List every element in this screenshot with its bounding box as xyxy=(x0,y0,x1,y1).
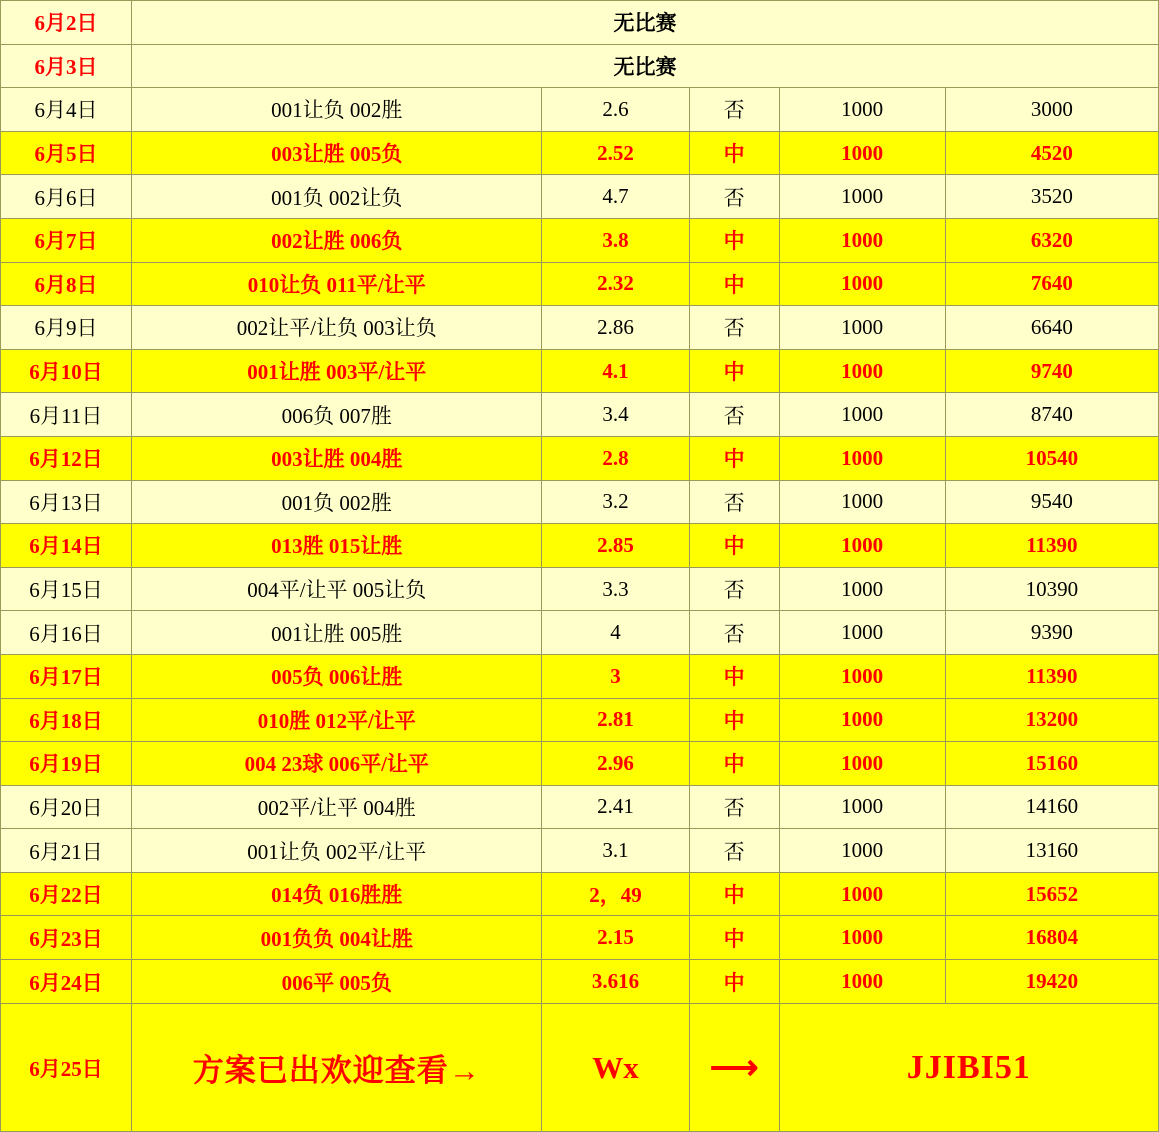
cell-pick: 001让胜 003平/让平 xyxy=(132,349,542,393)
cell-pick: 004 23球 006平/让平 xyxy=(132,742,542,786)
cell-hit: 否 xyxy=(689,306,779,350)
cell-odds: 2.15 xyxy=(542,916,689,960)
cell-stake: 1000 xyxy=(779,131,945,175)
cell-profit: 13160 xyxy=(945,829,1158,873)
cell-hit: 中 xyxy=(689,218,779,262)
table-row xyxy=(1,306,1159,350)
table-row xyxy=(1,349,1159,393)
cell-stake: 1000 xyxy=(779,742,945,786)
cell-pick: 005负 006让胜 xyxy=(132,654,542,698)
cell-hit: 中 xyxy=(689,131,779,175)
cell-stake: 1000 xyxy=(779,262,945,306)
cell-pick: 004平/让平 005让负 xyxy=(132,567,542,611)
cell-stake: 1000 xyxy=(779,611,945,655)
cell-profit: 10540 xyxy=(945,436,1158,480)
cell-date: 6月16日 xyxy=(1,611,132,655)
cell-hit: 否 xyxy=(689,88,779,132)
cell-profit: 13200 xyxy=(945,698,1158,742)
cell-date: 6月13日 xyxy=(1,480,132,524)
table-row xyxy=(1,654,1159,698)
cell-stake: 1000 xyxy=(779,524,945,568)
cell-date: 6月14日 xyxy=(1,524,132,568)
cell-pick: 003让胜 004胜 xyxy=(132,436,542,480)
table-row xyxy=(1,88,1159,132)
promo-message: 方案已出欢迎查看→ xyxy=(132,1004,542,1132)
cell-hit: 中 xyxy=(689,654,779,698)
cell-stake: 1000 xyxy=(779,698,945,742)
table-row xyxy=(1,262,1159,306)
table-row xyxy=(1,218,1159,262)
cell-pick: 001负 002胜 xyxy=(132,480,542,524)
cell-odds: 2，49 xyxy=(542,872,689,916)
cell-stake: 1000 xyxy=(779,654,945,698)
cell-profit: 9540 xyxy=(945,480,1158,524)
cell-stake: 1000 xyxy=(779,218,945,262)
cell-hit: 否 xyxy=(689,785,779,829)
cell-hit: 中 xyxy=(689,742,779,786)
cell-date: 6月3日 xyxy=(1,44,132,88)
cell-profit: 11390 xyxy=(945,654,1158,698)
cell-odds: 4 xyxy=(542,611,689,655)
cell-stake: 1000 xyxy=(779,88,945,132)
cell-stake: 1000 xyxy=(779,175,945,219)
cell-pick: 001让胜 005胜 xyxy=(132,611,542,655)
table-row xyxy=(1,916,1159,960)
cell-pick: 010让负 011平/让平 xyxy=(132,262,542,306)
table-row xyxy=(1,480,1159,524)
cell-profit: 6640 xyxy=(945,306,1158,350)
table-row xyxy=(1,1,1159,45)
cell-pick: 006负 007胜 xyxy=(132,393,542,437)
table-row xyxy=(1,436,1159,480)
cell-pick: 001负 002让负 xyxy=(132,175,542,219)
table-row xyxy=(1,131,1159,175)
table-row xyxy=(1,611,1159,655)
cell-date: 6月10日 xyxy=(1,349,132,393)
cell-odds: 3.8 xyxy=(542,218,689,262)
cell-odds: 2.85 xyxy=(542,524,689,568)
cell-profit: 11390 xyxy=(945,524,1158,568)
cell-hit: 否 xyxy=(689,393,779,437)
cell-odds: 2.96 xyxy=(542,742,689,786)
cell-date: 6月17日 xyxy=(1,654,132,698)
cell-pick: 006平 005负 xyxy=(132,960,542,1004)
cell-date: 6月11日 xyxy=(1,393,132,437)
cell-hit: 否 xyxy=(689,829,779,873)
cell-stake: 1000 xyxy=(779,872,945,916)
cell-stake: 1000 xyxy=(779,829,945,873)
table-row xyxy=(1,698,1159,742)
cell-hit: 中 xyxy=(689,872,779,916)
table-row xyxy=(1,829,1159,873)
cell-odds: 3.4 xyxy=(542,393,689,437)
cell-pick: 014负 016胜胜 xyxy=(132,872,542,916)
cell-hit: 否 xyxy=(689,480,779,524)
cell-date: 6月9日 xyxy=(1,306,132,350)
cell-date: 6月20日 xyxy=(1,785,132,829)
cell-no-match: 无比赛 xyxy=(132,44,1159,88)
cell-odds: 3 xyxy=(542,654,689,698)
cell-pick: 002平/让平 004胜 xyxy=(132,785,542,829)
cell-profit: 3520 xyxy=(945,175,1158,219)
cell-date: 6月23日 xyxy=(1,916,132,960)
promo-wx-id[interactable]: JJIBI51 xyxy=(779,1004,1158,1132)
cell-profit: 7640 xyxy=(945,262,1158,306)
table-row xyxy=(1,524,1159,568)
cell-hit: 中 xyxy=(689,916,779,960)
cell-profit: 16804 xyxy=(945,916,1158,960)
cell-profit: 6320 xyxy=(945,218,1158,262)
cell-hit: 中 xyxy=(689,960,779,1004)
cell-odds: 3.1 xyxy=(542,829,689,873)
table-row xyxy=(1,175,1159,219)
cell-hit: 中 xyxy=(689,262,779,306)
cell-profit: 10390 xyxy=(945,567,1158,611)
cell-hit: 中 xyxy=(689,698,779,742)
cell-pick: 002让胜 006负 xyxy=(132,218,542,262)
cell-date: 6月19日 xyxy=(1,742,132,786)
cell-odds: 3.616 xyxy=(542,960,689,1004)
table-row xyxy=(1,872,1159,916)
cell-profit: 4520 xyxy=(945,131,1158,175)
table-row xyxy=(1,393,1159,437)
cell-date: 6月12日 xyxy=(1,436,132,480)
cell-profit: 15652 xyxy=(945,872,1158,916)
cell-hit: 否 xyxy=(689,567,779,611)
table-row xyxy=(1,567,1159,611)
cell-date: 6月15日 xyxy=(1,567,132,611)
cell-date: 6月8日 xyxy=(1,262,132,306)
cell-no-match: 无比赛 xyxy=(132,1,1159,45)
cell-hit: 中 xyxy=(689,524,779,568)
cell-pick: 003让胜 005负 xyxy=(132,131,542,175)
table-row xyxy=(1,785,1159,829)
cell-hit: 否 xyxy=(689,175,779,219)
cell-profit: 19420 xyxy=(945,960,1158,1004)
cell-profit: 15160 xyxy=(945,742,1158,786)
cell-odds: 2.86 xyxy=(542,306,689,350)
cell-odds: 4.1 xyxy=(542,349,689,393)
cell-date: 6月2日 xyxy=(1,1,132,45)
cell-date: 6月5日 xyxy=(1,131,132,175)
table-row xyxy=(1,960,1159,1004)
cell-stake: 1000 xyxy=(779,567,945,611)
cell-profit: 14160 xyxy=(945,785,1158,829)
table-row xyxy=(1,742,1159,786)
cell-stake: 1000 xyxy=(779,393,945,437)
cell-stake: 1000 xyxy=(779,306,945,350)
promo-row xyxy=(1,1004,1159,1132)
cell-stake: 1000 xyxy=(779,785,945,829)
cell-date: 6月24日 xyxy=(1,960,132,1004)
cell-hit: 中 xyxy=(689,349,779,393)
cell-pick: 001让负 002平/让平 xyxy=(132,829,542,873)
cell-pick: 001负负 004让胜 xyxy=(132,916,542,960)
cell-date: 6月6日 xyxy=(1,175,132,219)
promo-date: 6月25日 xyxy=(1,1004,132,1132)
cell-date: 6月18日 xyxy=(1,698,132,742)
cell-profit: 8740 xyxy=(945,393,1158,437)
cell-odds: 2.6 xyxy=(542,88,689,132)
cell-date: 6月7日 xyxy=(1,218,132,262)
cell-stake: 1000 xyxy=(779,349,945,393)
cell-profit: 3000 xyxy=(945,88,1158,132)
cell-profit: 9390 xyxy=(945,611,1158,655)
cell-hit: 否 xyxy=(689,611,779,655)
cell-stake: 1000 xyxy=(779,436,945,480)
cell-pick: 001让负 002胜 xyxy=(132,88,542,132)
cell-profit: 9740 xyxy=(945,349,1158,393)
cell-odds: 2.41 xyxy=(542,785,689,829)
cell-hit: 中 xyxy=(689,436,779,480)
cell-odds: 2.52 xyxy=(542,131,689,175)
arrow-right-icon: ⟶ xyxy=(689,1004,779,1132)
cell-odds: 2.32 xyxy=(542,262,689,306)
table-row xyxy=(1,44,1159,88)
cell-pick: 002让平/让负 003让负 xyxy=(132,306,542,350)
table-body xyxy=(1,1,1159,1132)
cell-pick: 010胜 012平/让平 xyxy=(132,698,542,742)
cell-stake: 1000 xyxy=(779,960,945,1004)
cell-odds: 3.2 xyxy=(542,480,689,524)
cell-odds: 4.7 xyxy=(542,175,689,219)
cell-date: 6月4日 xyxy=(1,88,132,132)
cell-odds: 2.8 xyxy=(542,436,689,480)
cell-odds: 3.3 xyxy=(542,567,689,611)
cell-date: 6月22日 xyxy=(1,872,132,916)
cell-pick: 013胜 015让胜 xyxy=(132,524,542,568)
promo-wx-label: Wx xyxy=(542,1004,689,1132)
cell-odds: 2.81 xyxy=(542,698,689,742)
cell-date: 6月21日 xyxy=(1,829,132,873)
cell-stake: 1000 xyxy=(779,916,945,960)
cell-stake: 1000 xyxy=(779,480,945,524)
